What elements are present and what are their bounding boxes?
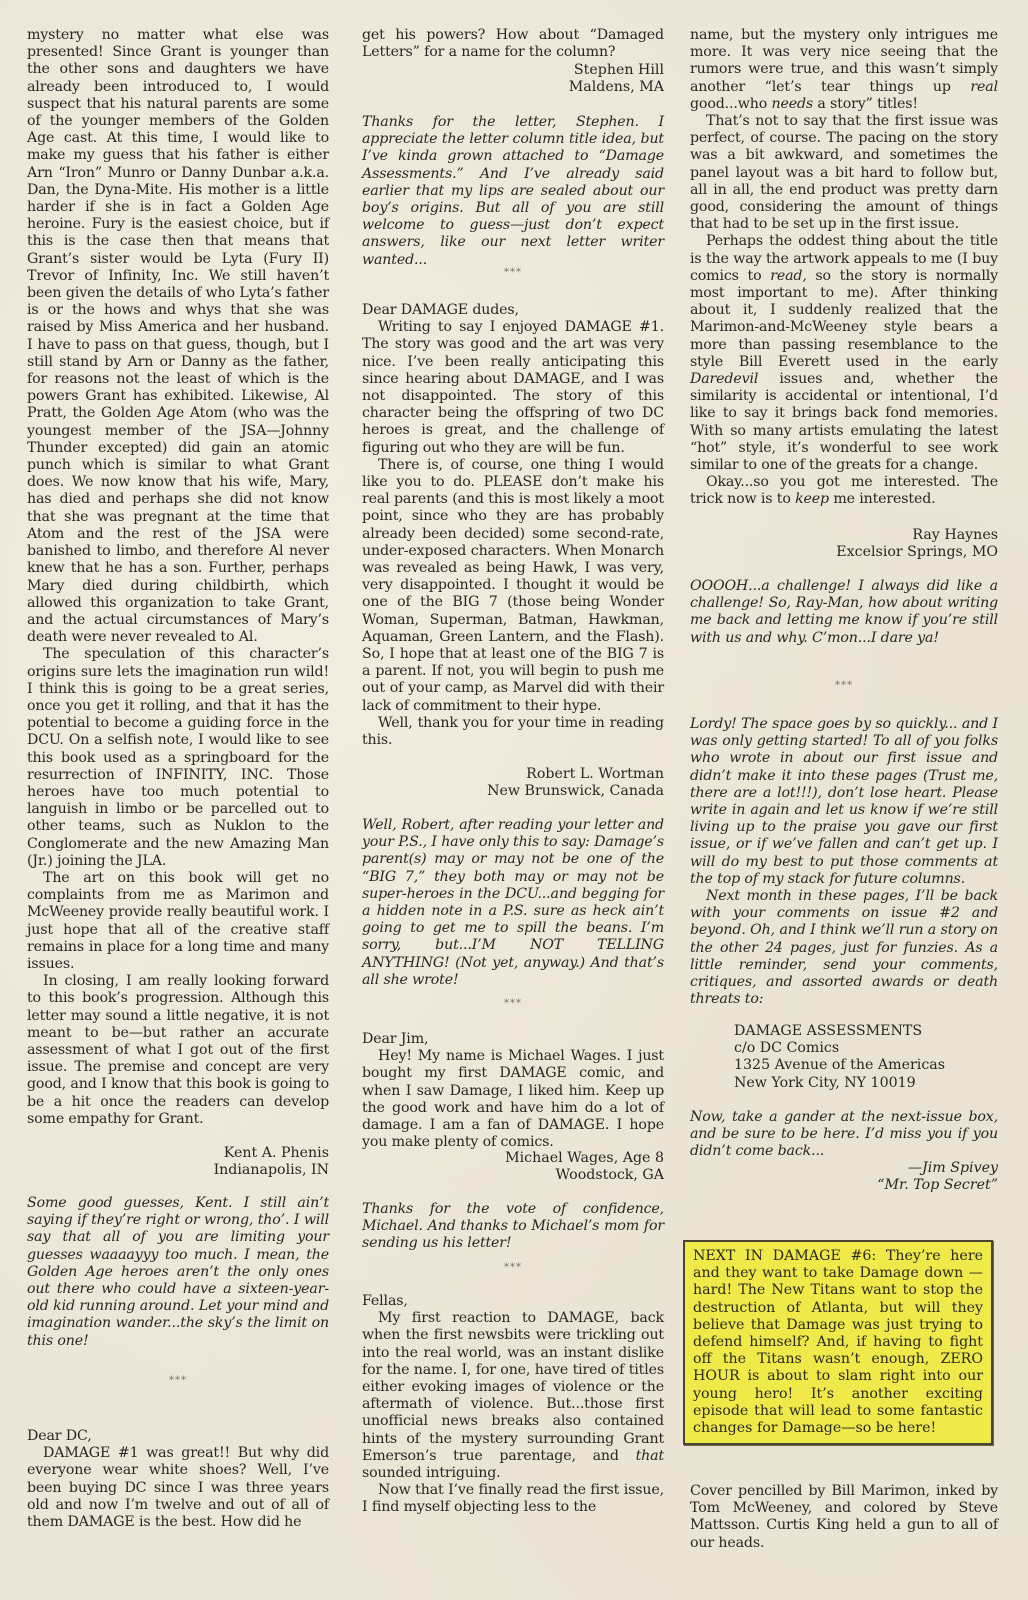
emphasis: keep [795, 491, 829, 508]
letter-salutation: Fellas, [362, 1293, 408, 1309]
editor-reply-ray: OOOOH...a challenge! I always did like a challenge! So, Ray-Man, how about writing me back and letting me know if you’re still with us and why. C’mon...I dare ya! [690, 578, 998, 646]
signature-michael [362, 1150, 664, 1184]
signature-location: Indianapolis, IN [213, 1162, 329, 1179]
text-run: sounded intriguing. [362, 1465, 501, 1482]
signature-location: Maldens, MA [568, 79, 664, 96]
paragraph: The art on this book will get no complaints from me as Marimon and McWeeney provide really beautiful work. I just hope that all of the creative staff remains in place for a long time and many issues. [27, 869, 329, 972]
paragraph [690, 233, 998, 474]
address-line: New York City, NY 10019 [734, 1074, 916, 1091]
editor-reply-stephen: Thanks for the letter, Stephen. I appreciate the letter column title idea, but I’ve kinda grown attached to “Damage Assessments.” And I’ve already said earlier that my lips are sealed about our boy’s origins. But all of you are still welcome to guess—just don’t expect answers, like our next letter writer wanted... [362, 114, 664, 268]
text-run: issues and, whether the similarity is accidental or intentional, I’d like to say it brings back fond memories. With so many artists emulating the latest “hot” style, it’s wonderful to see work similar to one of the greats for a change. [690, 371, 998, 474]
text-run: name, but the mystery only intrigues me more. It was very nice seeing that the rumors were true, and this wasn’t simply another “let’s tear things up [690, 27, 998, 95]
editor-reply-michael: Thanks for the vote of confidence, Michael. And thanks to Michael’s mom for sending us his letter! [362, 1201, 664, 1252]
paragraph: Next month in these pages, I’ll be back with your comments on issue #2 and beyond. Oh, and I think we’ll run a story on the other 24 pages, just for funzies. As a little reminder, send your comments, critiques, and assorted awards or death threats to: [690, 888, 998, 1008]
section-separator: *** [169, 1375, 187, 1386]
paragraph [690, 474, 998, 508]
emphasis: read, [770, 267, 807, 284]
text-run: Okay...so you got me interested. The trick now is to [690, 474, 998, 508]
editor-signature [690, 1160, 998, 1194]
text-run: Perhaps the oddest thing about the title is the way the artwork appeals to me (I buy comics to [690, 233, 998, 284]
paragraph: The speculation of this character’s origins sure lets the imagination run wild! I think this is going to be a great series, once you get it rolling, and that it has the potential to become a guiding force in the DCU. On a selfish note, I would like to see this book used as a springboard for the resurrection of INFINITY, INC. Those heroes have too much potential to languish in limbo or be parcelled out to other teams, such as Nuklon to the Conglomerate and the new Amazing Man (Jr.) joining the JLA. [27, 646, 329, 869]
section-separator: *** [504, 267, 522, 278]
signature-location: Excelsior Springs, MO [836, 544, 998, 561]
signature-name: —Jim Spivey [907, 1160, 998, 1176]
address-line: 1325 Avenue of the Americas [734, 1057, 946, 1074]
signature-stephen [362, 62, 664, 96]
signature-ray [690, 527, 998, 561]
next-issue-box [683, 1240, 993, 1445]
paragraph: Lordy! The space goes by so quickly... and I was only getting started! To all of you folks who wrote in about our first issue and didn’t make it into these pages (Trust me, there are a lot!!!), don’t lose heart. Please write in again and let us know if we’re still living up to the praise you gave our first issue, or if we’ve fallen and can’t get up. I will do my best to put those comments at the top of my stack for future columns. [690, 716, 998, 887]
text-run: My first reaction to DAMAGE, back when the first newsbits were trickling out into the real world, was an instant dislike for the name. I, for one, have tired of titles either evoking images of violence or the aftermath of violence. But...those first unofficial news breaks also contained hints of the mystery surrounding Grant Emerson’s true parentage, and [362, 1310, 664, 1464]
signature-name: Robert L. Wortman [526, 766, 664, 782]
signature-nickname: “Mr. Top Secret” [877, 1177, 998, 1194]
cover-credits: Cover pencilled by Bill Marimon, inked by Tom McWeeney, and colored by Steve Mattsson. Curtis King held a gun to all of our heads. [690, 1483, 998, 1551]
letter-ray [362, 1293, 664, 1517]
emphasis: that [635, 1447, 664, 1464]
text-run: me interested. [828, 491, 936, 508]
letter-ray-continued [690, 27, 998, 509]
letter-salutation: Dear DC, [27, 1428, 92, 1444]
letter-kent-continued [27, 27, 329, 1128]
signature-name: Kent A. Phenis [223, 1145, 329, 1161]
text-run: a story” titles! [813, 95, 918, 112]
paragraph: mystery no matter what else was presented! Since Grant is younger than the other sons and daughters we have already been introduced to, I would suspect that his natural parents are some of the younger members of the Golden Age cast. At this time, I would like to make my guess that his father is either Arn “Iron” Munro or Danny Dunbar a.k.a. Dan, the Dyna-Mite. His mother is a little harder if she is in fact a Golden Age heroine. Fury is the easiest choice, but if this is the case then that means that Grant’s sister would be Lyta (Fury II) Trevor of Infinity, Inc. We still haven’t been given the details of who Lyta’s father is or the hows and whys that she was raised by Miss America and her husband. I have to pass on that guess, though, but I still stand by Arn or Danny as the father, for reasons not the least of which is the powers Grant has exhibited. Likewise, Al Pratt, the Golden Age Atom (who was the youngest member of the JSA—Johnny Thunder excepted) did gain an atomic punch which is similar to what Grant does. We now know that his wife, Mary, has died and perhaps she did not know that she was pregnant at the time that Atom and the rest of the JSA were banished to limbo, and therefore Al never knew that he has a son. Further, perhaps Mary died during childbirth, which allowed this organization to take Grant, and the actual circumstances of Mary’s death were never revealed to Al. [27, 27, 329, 646]
next-issue-text: NEXT IN DAMAGE #6: They’re here and they want to take Damage down —hard! The New Titans want to stop the destruction of Atlanta, but will they believe that Damage was just trying to defend himself? And, if having to fight off the Titans wasn’t enough, ZERO HOUR is about to slam right into our young hero! It’s another exciting episode that will lead to some fantastic changes for Damage—so be here! [693, 1248, 983, 1437]
section-separator: *** [504, 998, 522, 1009]
paragraph: DAMAGE #1 was great!! But why did everyone wear white shoes? Well, I’ve been buying DC since I was three years old and now I’m twelve and out of all of them DAMAGE is the best. How did he [27, 1445, 329, 1531]
paragraph: Well, thank you for your time in reading this. [362, 714, 664, 749]
mailing-address [690, 1023, 998, 1092]
paragraph [362, 1310, 664, 1482]
emphasis: Daredevil [690, 371, 759, 388]
emphasis: real [970, 78, 998, 95]
signature-robert [362, 766, 664, 800]
paragraph: Now that I’ve finally read the first issue, I find myself objecting less to the [362, 1482, 664, 1516]
section-separator: *** [835, 680, 853, 691]
signature-location: Woodstock, GA [555, 1167, 664, 1184]
paragraph [690, 27, 998, 113]
text-run: good...who [690, 95, 772, 112]
letter-salutation: Dear Jim, [362, 1031, 429, 1047]
letter-michael [362, 1031, 664, 1151]
editor-closing [690, 716, 998, 1008]
signature-kent [27, 1145, 329, 1179]
address-line: DAMAGE ASSESSMENTS [734, 1023, 923, 1039]
signature-name: Michael Wages, Age 8 [505, 1150, 664, 1166]
signature-name: Stephen Hill [573, 62, 664, 78]
paragraph: That’s not to say that the first issue was perfect, of course. The pacing on the story was a bit awkward, and sometimes the panel layout was a bit hard to follow but, all in all, the end product was pretty darn good, considering the amount of things that had to be set up in the first issue. [690, 113, 998, 233]
letter-stephen [27, 1428, 329, 1531]
address-line: c/o DC Comics [734, 1040, 840, 1057]
paragraph: There is, of course, one thing I would like you to do. PLEASE don’t make his real parents (and this is most likely a moot point, since who they are has probably already been decided) some second-rate, under-exposed characters. When Monarch was revealed as being Hawk, I was very, very disappointed. I thought it would be one of the BIG 7 (those being Wonder Woman, Superman, Batman, Hawkman, Aquaman, Green Lantern, and the Flash). So, I hope that at least one of the BIG 7 is a parent. If not, you will begin to push me out of your camp, as Marvel did with their lack of commitment to their hype. [362, 456, 664, 714]
paragraph: Writing to say I enjoyed DAMAGE #1. The story was good and the art was very nice. I’ve been really anticipating this since hearing about DAMAGE, and I was not disappointed. The story of this character being the offspring of two DC heroes is great, and the challenge of figuring out who they are will be fun. [362, 319, 664, 456]
letter-robert [362, 302, 664, 749]
letter-salutation: Dear DAMAGE dudes, [362, 302, 519, 318]
section-separator: *** [504, 1262, 522, 1273]
editor-closing-note: Now, take a gander at the next-issue box, and be sure to be here. I’d miss you if you didn’t come back... [690, 1109, 998, 1160]
text-run: so the story is normally most important to me). After thinking about it, I suddenly realized that the Marimon-and-McWeeney style bears a more than passing resemblance to the style Bill Everett used in the early [690, 267, 999, 370]
letter-stephen-continued: get his powers? How about “Damaged Letters” for a name for the column? [362, 27, 664, 61]
signature-location: New Brunswick, Canada [487, 783, 664, 800]
signature-name: Ray Haynes [912, 527, 998, 543]
emphasis: needs [771, 95, 814, 112]
paragraph: In closing, I am really looking forward to this book’s progression. Although this letter may sound a little negative, it is not meant to be—but rather an accurate assessment of what I got out of the first issue. The premise and concept are very good, and I know that this book is going to be a hit once the readers can develop some empathy for Grant. [27, 973, 329, 1127]
editor-reply-kent: Some good guesses, Kent. I still ain’t saying if they’re right or wrong, tho’. I will say that all of you are limiting your guesses waaaayyy too much. I mean, the Golden Age heroes aren’t the only ones out there who could have a sixteen-year-old kid running around. Let your mind and imagination wander...the sky’s the limit on this one! [27, 1195, 329, 1349]
editor-reply-robert: Well, Robert, after reading your letter and your P.S., I have only this to say: Damage’s parent(s) may or may not be one of the “BIG 7,” they both may or may not be super-heroes in the DCU...and begging for a hidden note in a P.S. sure as heck ain’t going to get me to spill the beans. I’m sorry, but...I’M NOT TELLING ANYTHING! (Not yet, anyway.) And that’s all she wrote! [362, 817, 664, 988]
paragraph: Hey! My name is Michael Wages. I just bought my first DAMAGE comic, and when I saw Damage, I liked him. Keep up the good work and have him do a lot of damage. I am a fan of DAMAGE. I hope you make plenty of comics. [362, 1048, 664, 1151]
